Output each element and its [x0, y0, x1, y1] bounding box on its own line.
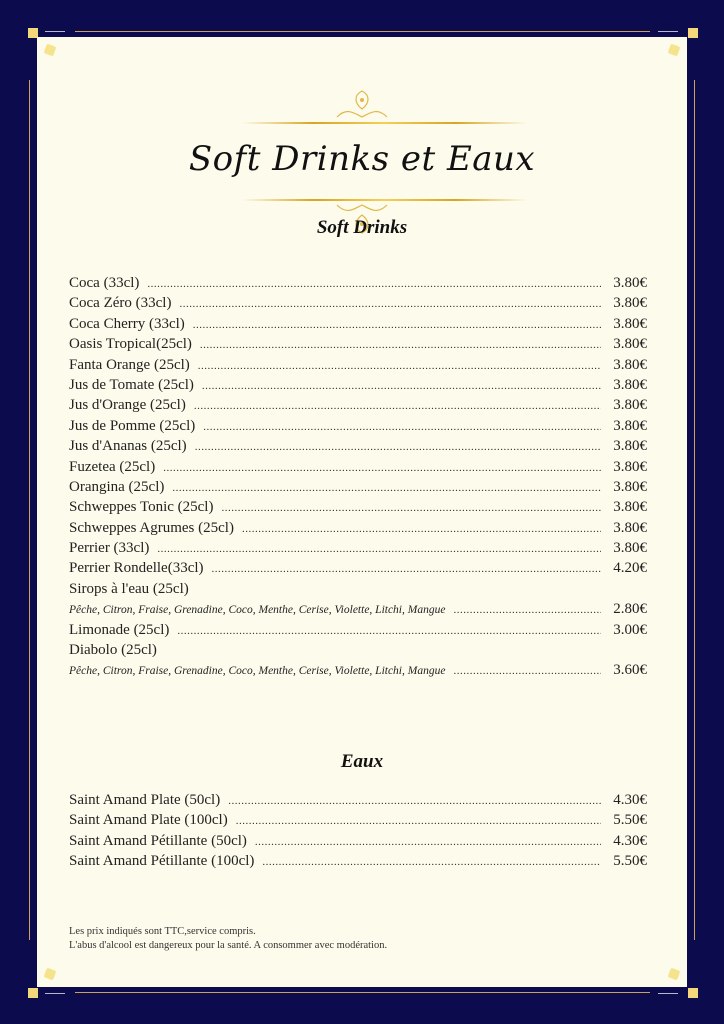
item-name: Saint Amand Plate (100cl): [69, 812, 228, 829]
item-price: 3.80€: [613, 336, 647, 353]
corner-ornament-tr: [688, 28, 698, 38]
item-price: 3.80€: [613, 315, 647, 332]
item-price: 5.50€: [613, 812, 647, 829]
menu-item: [69, 833, 647, 853]
dot-leader: [228, 795, 601, 807]
footer-notice: [69, 925, 387, 953]
item-flavours: Pêche, Citron, Fraise, Grenadine, Coco, Menthe, Cerise, Violette, Litchi, Mangue: [69, 665, 446, 678]
dot-leader: [172, 482, 601, 494]
corner-leaf-bl: [44, 968, 57, 981]
dot-leader: [157, 543, 601, 555]
menu-item: [69, 295, 647, 315]
dot-leader: [194, 400, 601, 412]
corner-ornament-bl: [28, 988, 38, 998]
dot-leader: [198, 360, 601, 372]
menu-item: [69, 560, 647, 580]
menu-item: [69, 397, 647, 417]
item-name: Coca Cherry (33cl): [69, 315, 185, 332]
title-rule-top: [242, 122, 527, 124]
item-name: Schweppes Agrumes (25cl): [69, 519, 234, 536]
dot-leader: [453, 604, 601, 616]
frame-line-top: [75, 31, 650, 32]
flourish-top-icon: [332, 87, 392, 123]
menu-item: [69, 520, 647, 540]
dot-leader: [193, 319, 601, 331]
corner-swirl-br-h: [658, 993, 678, 994]
corner-ornament-br: [688, 988, 698, 998]
item-name: Saint Amand Pétillante (100cl): [69, 853, 255, 870]
item-name: Oasis Tropical(25cl): [69, 336, 192, 353]
menu-item: [69, 479, 647, 499]
dot-leader: [212, 563, 601, 575]
item-price: 3.00€: [613, 621, 647, 638]
item-price: 3.80€: [613, 540, 647, 557]
section-title-soft-drinks: Soft Drinks: [316, 217, 408, 238]
item-price: 4.30€: [613, 792, 647, 808]
item-name: Fuzetea (25cl): [69, 458, 156, 475]
dot-leader: [195, 441, 601, 453]
dot-leader: [200, 339, 601, 351]
item-price: 3.80€: [613, 499, 647, 516]
item-name: Coca (33cl): [69, 275, 140, 291]
item-name: Sirops à l'eau (25cl): [69, 580, 189, 597]
menu-page: [37, 37, 687, 987]
menu-item: [69, 438, 647, 458]
dot-leader: [262, 856, 601, 868]
item-name: Jus de Tomate (25cl): [69, 376, 194, 393]
frame-line-left: [29, 80, 30, 940]
menu-item: [69, 540, 647, 560]
item-name: Jus d'Orange (25cl): [69, 397, 186, 414]
item-price: 3.80€: [613, 376, 647, 393]
dot-leader: [163, 462, 601, 474]
footer-line-prices: Les prix indiqués sont TTC,service compris.: [69, 926, 256, 937]
corner-leaf-br: [668, 968, 681, 981]
item-name: Perrier (33cl): [69, 540, 150, 557]
corner-swirl-tr-h: [658, 31, 678, 32]
frame-line-right: [694, 80, 695, 940]
item-price: 3.80€: [613, 275, 647, 291]
dot-leader: [242, 523, 601, 535]
dot-leader: [236, 815, 601, 827]
dot-leader: [202, 380, 601, 392]
eaux-list: [69, 792, 647, 874]
item-price: 3.80€: [613, 356, 647, 373]
section-title-eaux: Eaux: [340, 751, 384, 772]
item-name: Diabolo (25cl): [69, 642, 157, 659]
item-price: 3.80€: [613, 458, 647, 475]
corner-swirl-tl-h: [45, 31, 65, 32]
dot-leader: [179, 298, 601, 310]
soft-drinks-list: [69, 275, 647, 683]
item-price: 4.20€: [613, 560, 647, 577]
menu-item: [69, 499, 647, 519]
item-name: Perrier Rondelle(33cl): [69, 560, 204, 577]
item-price: 3.80€: [613, 478, 647, 495]
item-name: Schweppes Tonic (25cl): [69, 499, 214, 516]
item-price: 4.30€: [613, 832, 647, 849]
frame-line-bottom: [75, 992, 650, 993]
menu-item: [69, 459, 647, 479]
menu-item: [69, 812, 647, 832]
page-title: Soft Drinks et Eaux: [188, 139, 536, 179]
item-price: 3.80€: [613, 397, 647, 414]
dot-leader: [177, 625, 601, 637]
item-price: 3.80€: [613, 438, 647, 455]
dot-leader: [453, 665, 601, 677]
item-price: 3.80€: [613, 295, 647, 312]
item-name: Limonade (25cl): [69, 621, 170, 638]
menu-item: [69, 316, 647, 336]
item-price: 3.60€: [613, 662, 647, 679]
footer-line-alcohol: L'abus d'alcool est dangereux pour la santé. A consommer avec modération.: [69, 940, 388, 951]
item-name: Coca Zéro (33cl): [69, 295, 172, 312]
menu-item: [69, 642, 647, 662]
dot-leader: [203, 421, 601, 433]
item-name: Jus de Pomme (25cl): [69, 417, 196, 434]
menu-item: [69, 377, 647, 397]
menu-item: [69, 792, 647, 812]
menu-item: [69, 622, 647, 642]
menu-item: [69, 357, 647, 377]
item-price: 2.80€: [613, 601, 647, 618]
item-flavours: Pêche, Citron, Fraise, Grenadine, Coco, Menthe, Cerise, Violette, Litchi, Mangue: [69, 604, 446, 617]
menu-item: [69, 336, 647, 356]
dot-leader: [221, 502, 601, 514]
corner-leaf-tr: [668, 44, 681, 57]
item-name: Saint Amand Plate (50cl): [69, 792, 221, 808]
dot-leader: [147, 278, 601, 290]
menu-item: [69, 418, 647, 438]
menu-item: [69, 275, 647, 295]
item-name: Orangina (25cl): [69, 478, 165, 495]
corner-swirl-bl-h: [45, 993, 65, 994]
menu-item: [69, 581, 647, 601]
item-name: Fanta Orange (25cl): [69, 356, 190, 373]
menu-item: [69, 853, 647, 873]
dot-leader: [255, 836, 601, 848]
menu-item-flavours: [69, 662, 647, 682]
menu-item-flavours: [69, 601, 647, 621]
item-price: 3.80€: [613, 417, 647, 434]
item-name: Jus d'Ananas (25cl): [69, 438, 187, 455]
item-price: 5.50€: [613, 853, 647, 870]
item-name: Saint Amand Pétillante (50cl): [69, 832, 247, 849]
item-price: 3.80€: [613, 519, 647, 536]
corner-leaf-tl: [44, 44, 57, 57]
